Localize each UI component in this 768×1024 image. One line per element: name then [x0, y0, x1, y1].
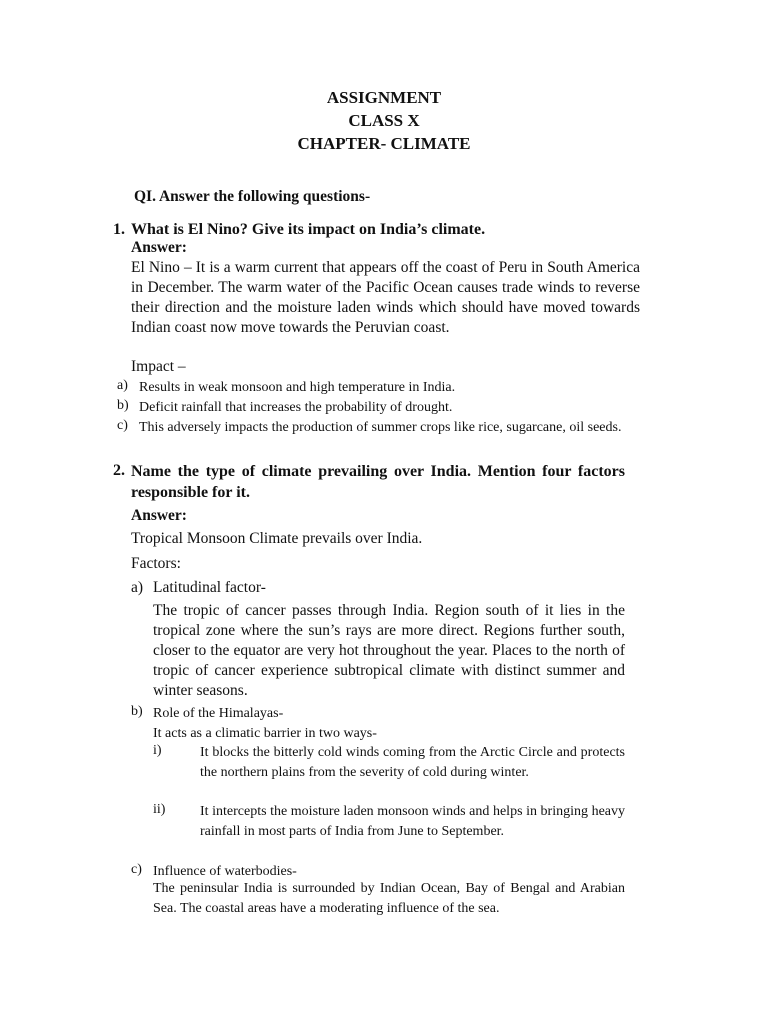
q1-impact-label: Impact –: [131, 358, 186, 375]
impact-a-text: Results in weak monsoon and high temperature in India.: [139, 380, 456, 395]
impact-c-text: This adversely impacts the production of summer crops like rice, sugarcane, oil seeds.: [139, 420, 622, 435]
class-heading: CLASS X: [348, 111, 420, 130]
q1-answer-text: El Nino – It is a warm current that appears off the coast of Peru in South America in December. The warm water of the Pacific Ocean causes trade winds to reverse their direction and the moisture laden winds which should have moved towards Indian coast now move towards the Peruvian coast.: [131, 259, 640, 336]
factor-b-title: Role of the Himalayas-: [153, 706, 284, 721]
factor-b-point-1-marker: i): [153, 743, 162, 758]
factor-c-title: Influence of waterbodies-: [153, 864, 297, 879]
impact-b-marker: b): [117, 398, 129, 413]
factor-b-marker: b): [131, 704, 143, 719]
factor-a-title: Latitudinal factor-: [153, 579, 266, 596]
impact-b-text: Deficit rainfall that increases the probability of drought.: [139, 400, 453, 415]
section-heading: QI. Answer the following questions-: [134, 188, 371, 205]
chapter-heading: CHAPTER- CLIMATE: [297, 134, 471, 153]
factor-b-point-2-marker: ii): [153, 802, 166, 817]
factor-b-point-2-text: It intercepts the moisture laden monsoon winds and helps in bringing heavy rainfall in most parts of India from June to September.: [200, 804, 625, 839]
factor-a-marker: a): [131, 579, 144, 596]
q2-answer-text: Tropical Monsoon Climate prevails over India.: [131, 530, 423, 547]
factor-a-text: The tropic of cancer passes through India. Region south of it lies in the tropical zone where the sun’s rays are more direct. Regions further south, closer to the equator are very hot throughout the year. Places to the north of tropic of cancer experience subtropical climate with distinct summer and winter seasons.: [153, 602, 625, 699]
q2-question: Name the type of climate prevailing over India. Mention four factors responsible for it.: [131, 463, 625, 501]
q1-answer-label: Answer:: [131, 239, 187, 256]
factor-b-intro: It acts as a climatic barrier in two ways-: [153, 726, 377, 741]
q2-factors-label: Factors:: [131, 555, 181, 572]
q1-question: What is El Nino? Give its impact on India’s climate.: [131, 221, 486, 238]
q2-number: 2.: [113, 462, 125, 479]
q1-number: 1.: [113, 221, 125, 238]
impact-c-marker: c): [117, 418, 128, 433]
factor-c-text: The peninsular India is surrounded by Indian Ocean, Bay of Bengal and Arabian Sea. The coastal areas have a moderating influence of the sea.: [153, 881, 625, 916]
factor-c-marker: c): [131, 862, 142, 877]
factor-b-point-1-text: It blocks the bitterly cold winds coming from the Arctic Circle and protects the northern plains from the severity of cold during winter.: [200, 745, 625, 780]
impact-a-marker: a): [117, 378, 128, 393]
document-title: ASSIGNMENT: [326, 88, 442, 107]
q2-answer-label: Answer:: [131, 507, 187, 524]
